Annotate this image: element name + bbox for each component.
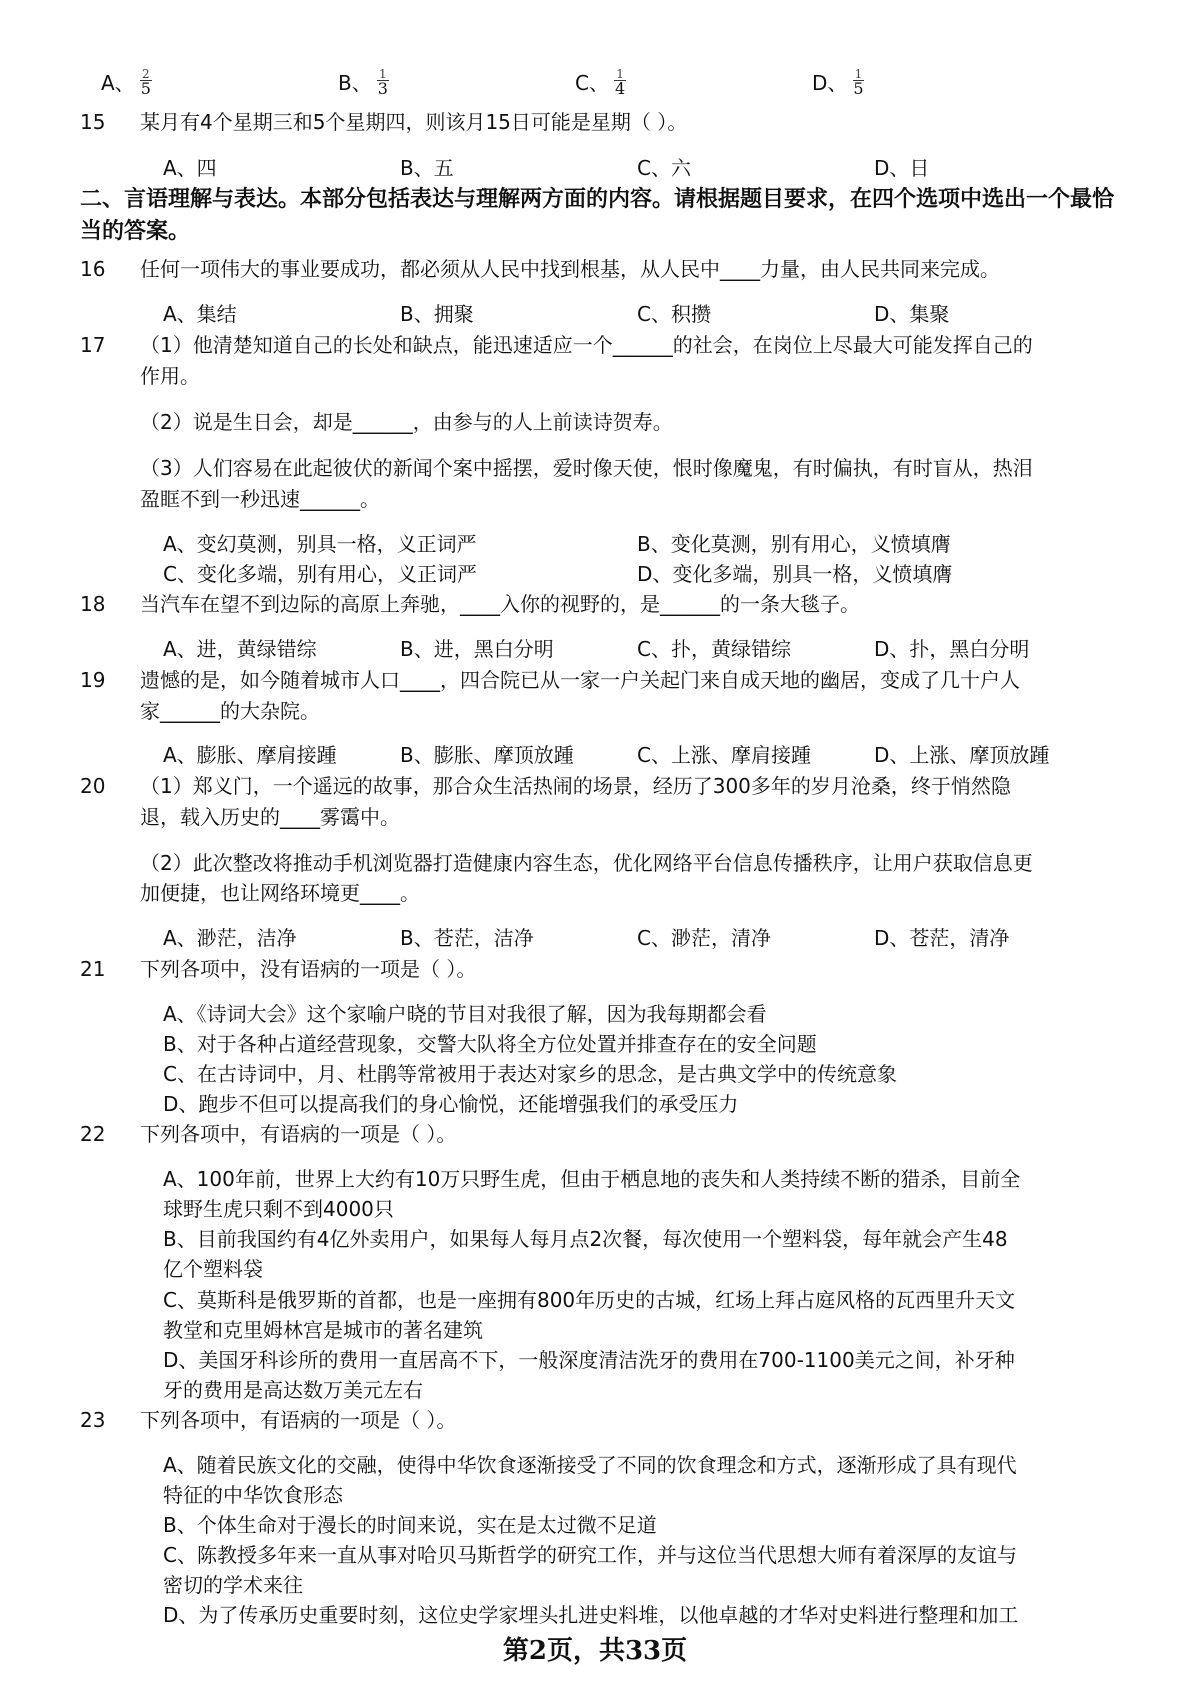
- question-stem: 下列各项中，有语病的一项是（ ）。: [140, 1122, 457, 1146]
- option-d: D、扑，黑白分明: [874, 637, 1030, 661]
- question-stem: 当汽车在望不到边际的高原上奔驰，____入你的视野的，是______的一条大毯子。: [140, 592, 860, 616]
- option-letter: A、: [101, 70, 135, 95]
- option-a-cont: 特征的中华饮食形态: [163, 1483, 343, 1507]
- question-sentence-1-cont: 退，载入历史的____雾霭中。: [140, 805, 400, 829]
- option-a: A、进，黄绿错综: [163, 637, 317, 661]
- option-a: A、膨胀、摩肩接踵: [163, 743, 337, 767]
- fraction: [851, 68, 865, 97]
- option-c: C、扑，黄绿错综: [637, 637, 791, 661]
- option-c-cont: 教堂和克里姆林宫是城市的著名建筑: [163, 1318, 483, 1342]
- option-a: A、四: [163, 156, 217, 180]
- option-c: C、上涨、摩肩接踵: [637, 743, 811, 767]
- question-number: 15: [80, 110, 106, 134]
- denominator: 5: [853, 79, 864, 98]
- question-sentence-3: （3）人们容易在此起彼伏的新闻个案中摇摆，爱时像天使，恨时像魔鬼，有时偏执，有时盲从，热泪: [140, 456, 1033, 480]
- option-c: C、在古诗词中，月、杜鹃等常被用于表达对家乡的思念，是古典文学中的传统意象: [163, 1062, 897, 1086]
- option-d: D、美国牙科诊所的费用一直居高不下，一般深度清洁洗牙的费用在700-1100美元之间，补牙种: [163, 1348, 1015, 1372]
- section-heading: 二、言语理解与表达。本部分包括表达与理解两方面的内容。请根据题目要求，在四个选项中选出一个最恰当的答案。: [80, 187, 1115, 244]
- question-sentence-1: （1）他清楚知道自己的长处和缺点，能迅速适应一个______的社会，在岗位上尽最大可能发挥自己的: [140, 333, 1033, 357]
- option-c: C、积攒: [637, 302, 711, 326]
- question-sentence-2: （2）说是生日会，却是______，由参与的人上前读诗贺寿。: [140, 410, 673, 434]
- option-d: D、日: [874, 156, 930, 180]
- numerator: 1: [379, 68, 387, 81]
- question-number: 19: [80, 668, 106, 692]
- option-b: B、苍茫，洁净: [400, 926, 534, 950]
- option-letter: B、: [338, 70, 372, 95]
- question-number: 21: [80, 957, 106, 981]
- option-d: D、苍茫，清净: [874, 926, 1010, 950]
- option-b: B、目前我国约有4亿外卖用户，如果每人每月点2次餐，每次使用一个塑料袋，每年就会产生48: [163, 1227, 1008, 1251]
- question-sentence-2-cont: 加便捷，也让网络环境更____。: [140, 881, 420, 905]
- option-d: D、为了传承历史重要时刻，这位史学家埋头扎进史料堆，以他卓越的才华对史料进行整理和加工: [163, 1603, 1019, 1627]
- question-number: 17: [80, 333, 106, 357]
- denominator: 4: [614, 79, 626, 98]
- option-c: C、变化多端，别有用心，义正词严: [163, 562, 477, 586]
- option-a: A、《诗词大会》这个家喻户晓的节目对我很了解，因为我每期都会看: [163, 1002, 767, 1026]
- option-b: B、进，黑白分明: [400, 637, 554, 661]
- question-stem: 遗憾的是，如今随着城市人口____，四合院已从一家一户关起门来自成天地的幽居，变成了几十户人: [140, 668, 1020, 692]
- question-stem: 某月有4个星期三和5个星期四，则该月15日可能是星期（ ）。: [140, 110, 688, 134]
- option-c: C、陈教授多年来一直从事对哈贝马斯哲学的研究工作，并与这位当代思想大师有着深厚的友谊与: [163, 1543, 1017, 1567]
- denominator: 3: [377, 79, 388, 98]
- option-b: B、膨胀、摩顶放踵: [400, 743, 574, 767]
- fraction-option-b: [338, 68, 390, 97]
- fraction-option-c: [575, 68, 627, 97]
- option-b: B、拥聚: [400, 302, 474, 326]
- option-a: A、集结: [163, 302, 237, 326]
- question-number: 20: [80, 774, 106, 798]
- option-c: C、渺茫，清净: [637, 926, 771, 950]
- question-number: 18: [80, 592, 106, 616]
- numerator: 2: [141, 68, 150, 81]
- numerator: 1: [616, 68, 624, 81]
- option-d: D、变化多端，别具一格，义愤填膺: [637, 562, 953, 586]
- option-a: A、100年前，世界上大约有10万只野生虎，但由于栖息地的丧失和人类持续不断的猎杀，目前全: [163, 1167, 1021, 1191]
- option-d: D、集聚: [874, 302, 950, 326]
- question-sentence-3-cont: 盈眶不到一秒迅速______。: [140, 487, 380, 511]
- option-letter: C、: [575, 70, 609, 95]
- fraction: [376, 68, 390, 97]
- numerator: 1: [854, 68, 863, 81]
- question-number: 23: [80, 1408, 106, 1432]
- option-a: A、随着民族文化的交融，使得中华饮食逐渐接受了不同的饮食理念和方式，逐渐形成了具有现代: [163, 1453, 1017, 1477]
- option-b: B、个体生命对于漫长的时间来说，实在是太过微不足道: [163, 1513, 657, 1537]
- question-sentence-1-cont: 作用。: [140, 364, 200, 388]
- question-stem-cont: 家______的大杂院。: [140, 699, 320, 723]
- question-number: 16: [80, 257, 106, 281]
- option-letter: D、: [812, 70, 848, 95]
- option-d: D、跑步不但可以提高我们的身心愉悦，还能增强我们的承受压力: [163, 1092, 739, 1116]
- question-stem: 下列各项中，有语病的一项是（ ）。: [140, 1408, 457, 1432]
- fraction: [613, 68, 627, 97]
- question-number: 22: [80, 1122, 106, 1146]
- question-stem: 下列各项中，没有语病的一项是（ ）。: [140, 957, 477, 981]
- fraction-option-d: [812, 68, 866, 97]
- option-a-cont: 球野生虎只剩不到4000只: [163, 1197, 394, 1221]
- question-stem: 任何一项伟大的事业要成功，都必须从人民中找到根基，从人民中____力量，由人民共同来完成。: [140, 257, 1000, 281]
- question-sentence-1: （1）郑义门，一个遥远的故事，那合众生活热闹的场景，经历了300多年的岁月沧桑，终于悄然隐: [140, 774, 1011, 798]
- denominator: 5: [140, 79, 151, 98]
- option-b: B、对于各种占道经营现象，交警大队将全方位处置并排查存在的安全问题: [163, 1032, 817, 1056]
- option-c-cont: 密切的学术来往: [163, 1573, 303, 1597]
- option-c: C、莫斯科是俄罗斯的首都，也是一座拥有800年历史的古城，红场上拜占庭风格的瓦西里升天文: [163, 1288, 1016, 1312]
- question-sentence-2: （2）此次整改将推动手机浏览器打造健康内容生态，优化网络平台信息传播秩序，让用户获取信息更: [140, 851, 1033, 875]
- option-b: B、五: [400, 156, 454, 180]
- fraction-option-a: [101, 68, 153, 97]
- option-d-cont: 牙的费用是高达数万美元左右: [163, 1378, 423, 1402]
- page-number: 第2页，共33页: [502, 1636, 688, 1666]
- option-b-cont: 亿个塑料袋: [163, 1257, 263, 1281]
- fraction: [139, 68, 153, 97]
- option-a: A、变幻莫测，别具一格，义正词严: [163, 532, 477, 556]
- option-d: D、上涨、摩顶放踵: [874, 743, 1050, 767]
- option-a: A、渺茫，洁净: [163, 926, 297, 950]
- option-c: C、六: [637, 156, 691, 180]
- option-b: B、变化莫测，别有用心，义愤填膺: [637, 532, 951, 556]
